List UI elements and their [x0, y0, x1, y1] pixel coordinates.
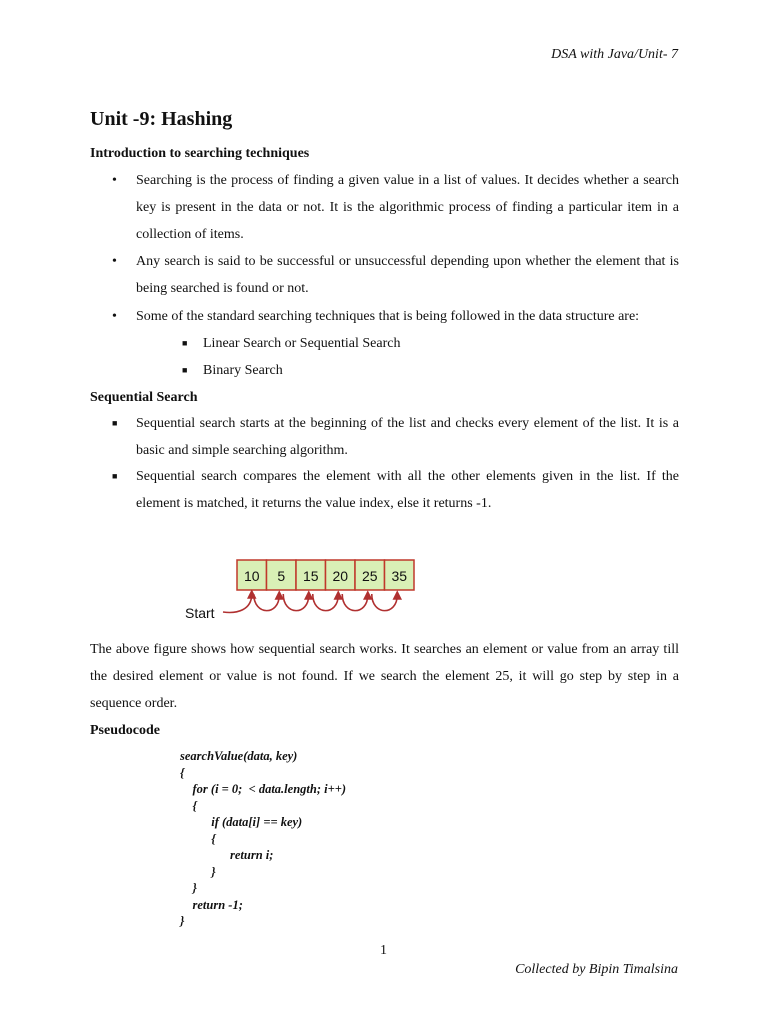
figure-explanation: The above figure shows how sequential search works. It searches an element or value from an array till the desired element or value is not found. If we search the element 25, it will go step by step in a sequence order. [90, 642, 679, 711]
start-arrow [223, 594, 252, 612]
pseudocode-heading: Pseudocode [90, 723, 160, 738]
array-cell-value: 25 [361, 568, 378, 584]
square-bullet-marker: ■ [112, 418, 118, 428]
code-line: if (data[i] == key) [180, 815, 303, 829]
sequential-heading: Sequential Search [90, 390, 198, 405]
code-line: searchValue(data, key) [180, 749, 298, 763]
bullet-marker: • [112, 173, 117, 188]
sequential-bullet-1: Sequential search starts at the beginning of the list and checks every element of the list. It is a basic and simple searching algorithm. [136, 416, 679, 458]
step-arrow [342, 594, 368, 611]
intro-bullet-1: Searching is the process of finding a given value in a list of values. It decides whether a search key is present in the data or not. It is the algorithmic process of finding a particular item in a collection of items. [136, 173, 679, 242]
code-line: } [180, 864, 216, 879]
sequential-bullet-2: Sequential search compares the element with all the other elements given in the list. If the element is matched, it returns the value index, else it returns -1. [136, 469, 679, 511]
array-cells [237, 560, 414, 590]
step-arrow [283, 594, 309, 611]
bullet-marker: • [112, 309, 117, 324]
intro-bullet-2: Any search is said to be successful or unsuccessful depending upon whether the element that is being searched is found or not. [136, 254, 679, 296]
array-cell-value: 20 [332, 568, 349, 584]
code-line: } [180, 881, 197, 895]
intro-heading: Introduction to searching techniques [90, 146, 310, 161]
page-number: 1 [380, 943, 387, 958]
array-cell-value: 5 [277, 568, 286, 584]
intro-bullet-3: Some of the standard searching techniques that is being followed in the data structure are: [136, 309, 640, 324]
array-cell-value: 10 [243, 568, 260, 584]
code-line: for (i = 0; < data.length; i++) [180, 782, 346, 796]
sequential-search-figure [185, 552, 425, 627]
pseudocode-block [180, 748, 346, 930]
running-header: DSA with Java/Unit- 7 [551, 47, 678, 62]
step-arrow [372, 594, 398, 611]
square-bullet-marker: ■ [112, 471, 118, 481]
square-bullet-marker: ■ [182, 365, 188, 375]
sub-bullet-linear: Linear Search or Sequential Search [203, 336, 401, 351]
sub-bullet-binary: Binary Search [203, 363, 283, 378]
search-arrows [223, 594, 397, 612]
code-line: { [180, 798, 197, 813]
running-footer: Collected by Bipin Timalsina [515, 962, 678, 977]
code-line: { [180, 831, 216, 846]
code-line: } [180, 914, 185, 928]
code-line: { [180, 765, 185, 780]
code-line: return -1; [180, 897, 243, 912]
bullet-marker: • [112, 254, 117, 269]
array-cell-value: 35 [391, 568, 408, 584]
unit-title: Unit -9: Hashing [90, 108, 233, 130]
array-cell-value: 15 [302, 568, 319, 584]
step-arrow [313, 594, 339, 611]
code-line: return i; [180, 848, 274, 862]
square-bullet-marker: ■ [182, 338, 188, 348]
step-arrow [254, 594, 280, 611]
start-label: Start [185, 605, 215, 621]
